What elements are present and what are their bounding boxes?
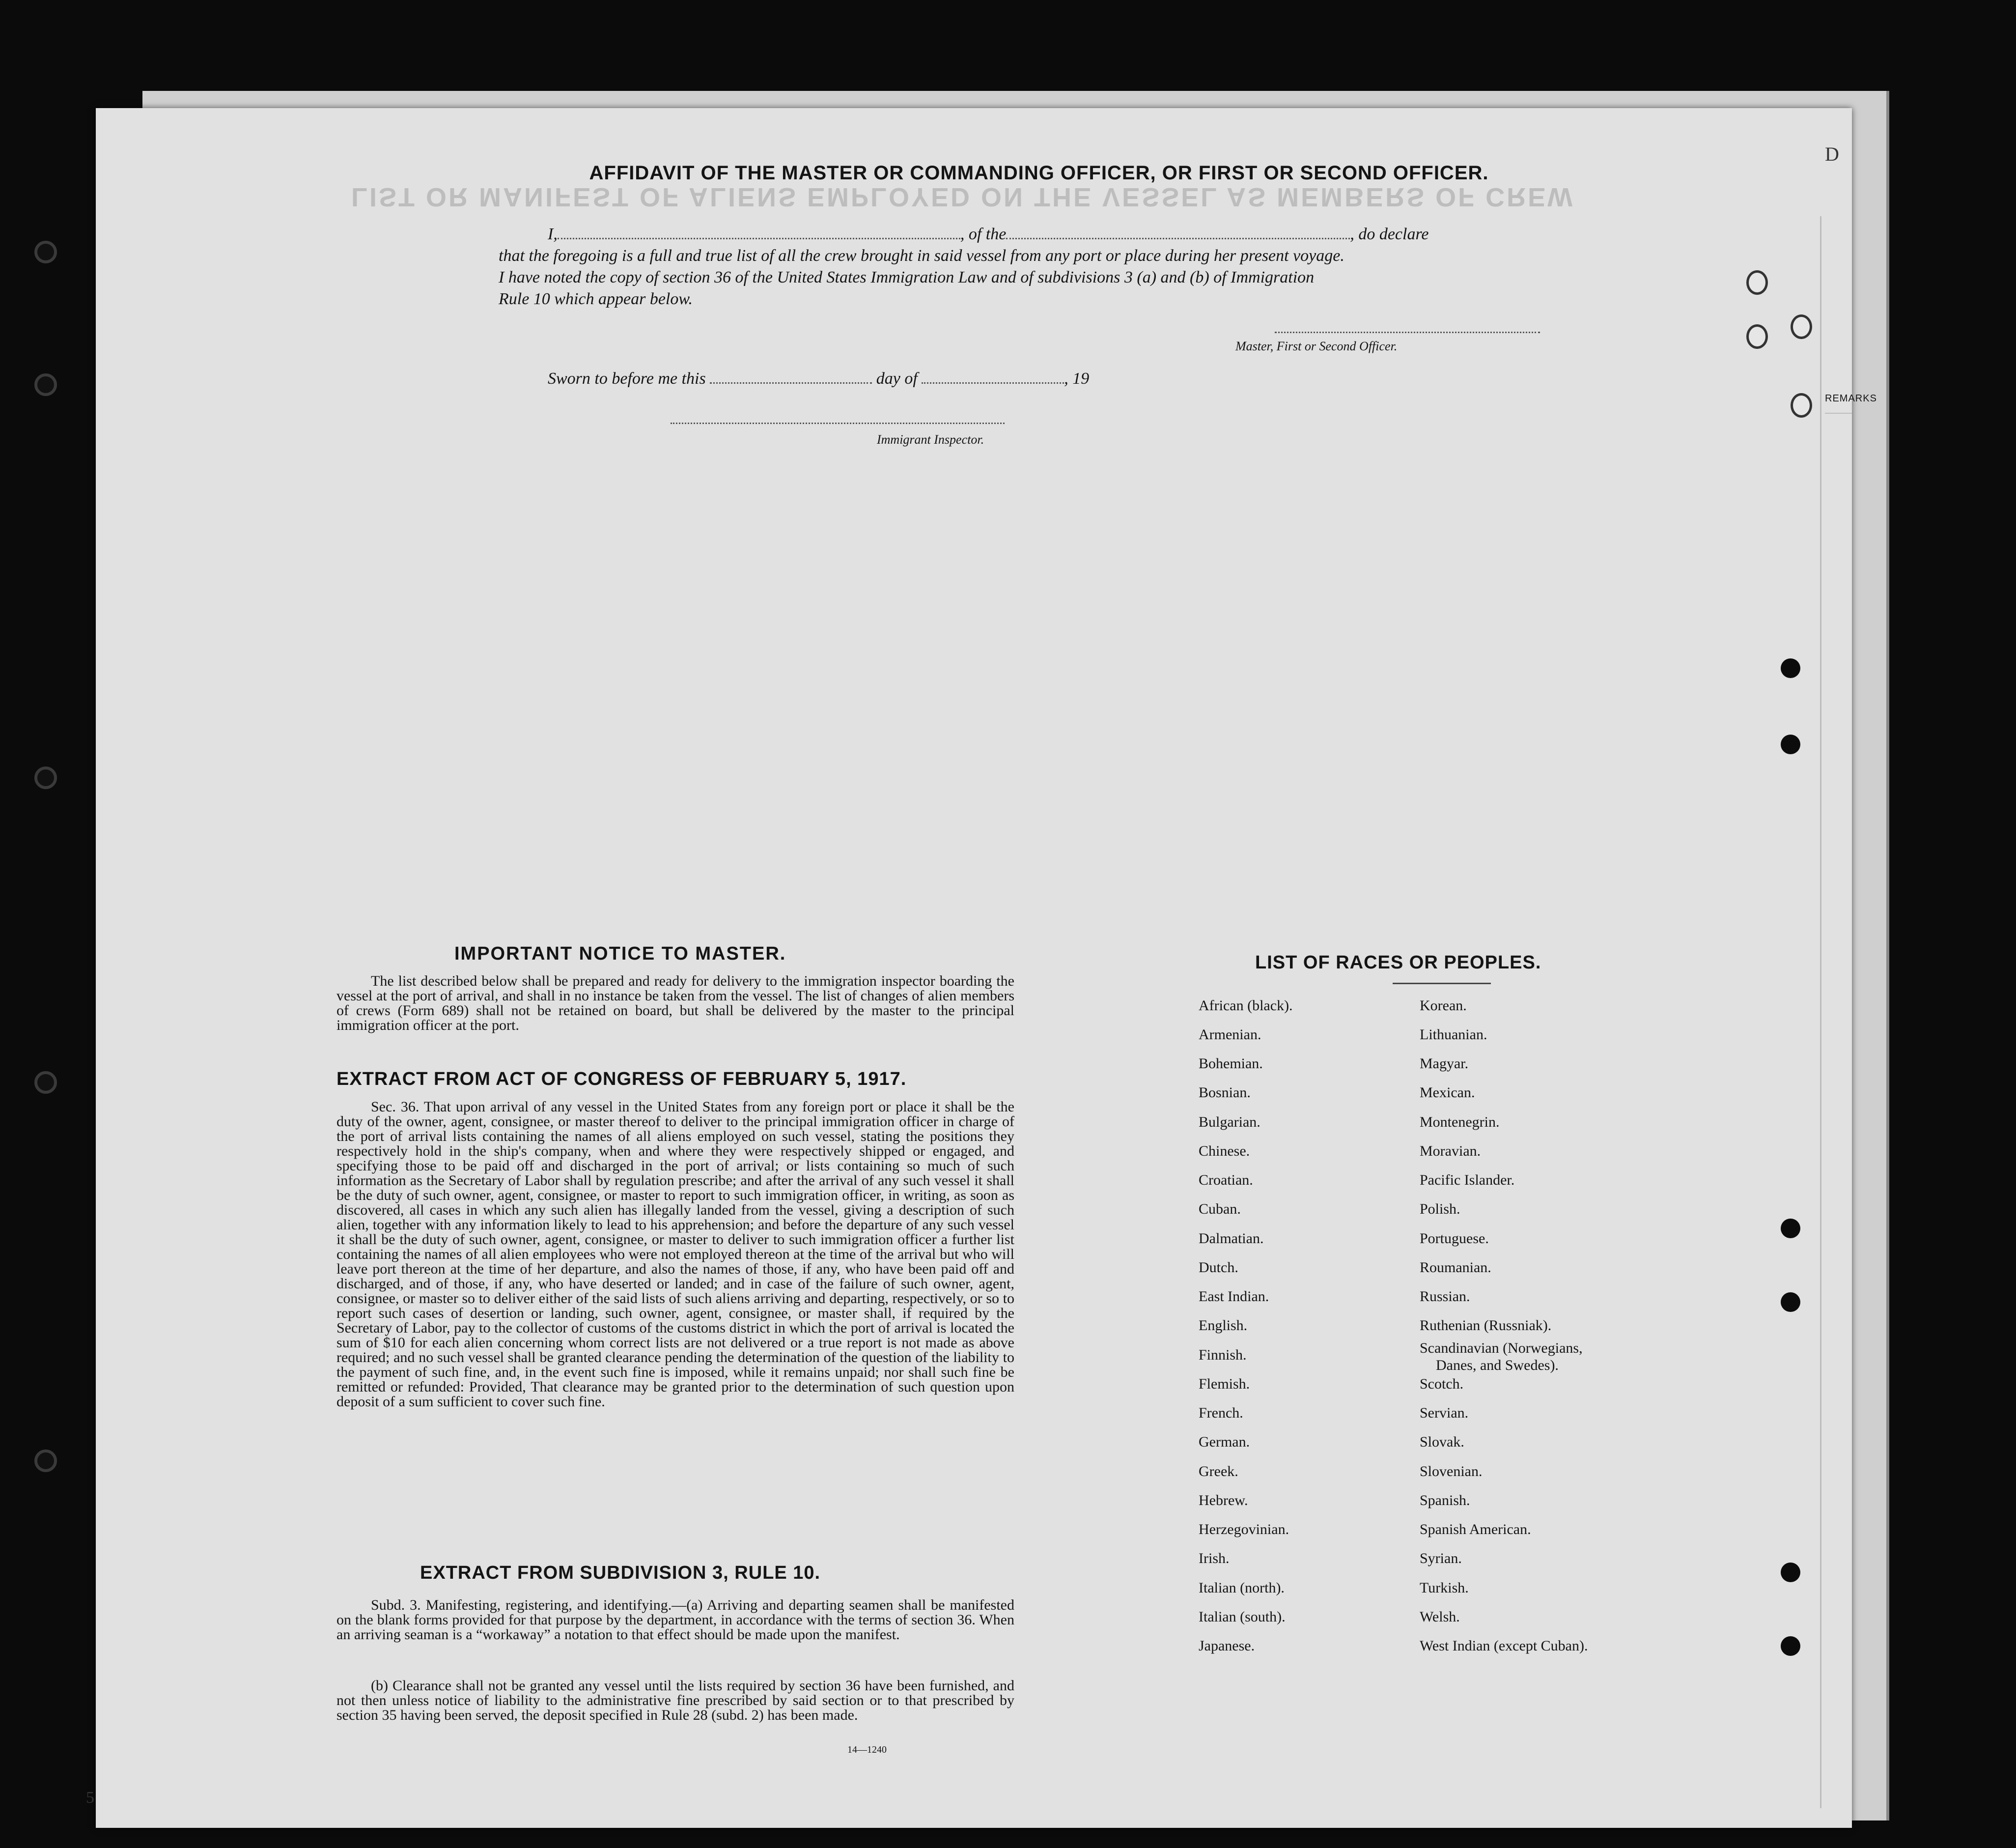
form-number: 14—1240 — [847, 1744, 887, 1755]
race-item: Portuguese. — [1420, 1230, 1489, 1247]
binder-hole — [34, 241, 57, 263]
race-item: Bosnian. — [1199, 1084, 1251, 1101]
extract-rule-title: EXTRACT FROM SUBDIVISION 3, RULE 10. — [420, 1563, 821, 1583]
race-item: Irish. — [1199, 1550, 1230, 1566]
race-item: Chinese. — [1199, 1143, 1250, 1159]
sworn-month-blank[interactable] — [922, 382, 1064, 384]
races-title: LIST OF RACES OR PEOPLES. — [1255, 952, 1541, 973]
race-item: Bulgarian. — [1199, 1114, 1260, 1130]
race-item: Italian (south). — [1199, 1609, 1286, 1625]
race-item: Dalmatian. — [1199, 1230, 1264, 1247]
race-item: West Indian (except Cuban). — [1420, 1638, 1588, 1654]
extract-rule-para-a: Subd. 3. Manifesting, registering, and identifying.—(a) Arriving and departing seamen shall be manifested on the blank forms provided for that purpose by the department, in accordance with the terms of section 36. When an arriving seaman is a “workaway” a notation to that effect should be made upon the manifest. — [336, 1597, 1014, 1643]
race-item: Finnish. — [1199, 1347, 1247, 1363]
races-title-underline — [1393, 983, 1491, 984]
affidavit-line-2: that the foregoing is a full and true list of all the crew brought in said vessel from any port or place during her present voyage. — [499, 247, 1344, 265]
master-signature-label: Master, First or Second Officer. — [1235, 339, 1398, 353]
binder-hole — [34, 1450, 57, 1472]
race-item: East Indian. — [1199, 1288, 1269, 1305]
extract-act-body: Sec. 36. That upon arrival of any vessel in the United States from any foreign port or place it shall be the duty of the owner, agent, consignee, or master thereof to deliver to the principal immigration officer in charge of the port of arrival lists containing the names of all aliens employed on such vessel, stating the positions they respectively hold in the ship's company, when and where they were respectively shipped or engaged, and specifying those to be paid off and discharged in the port of arrival; or lists containing so much of such information as the Secretary of Labor shall by regulation prescribe; and after the arrival of any such vessel it shall be the duty of such owner, agent, consignee, or master to report to such immigration officer, in writing, as soon as discovered, all cases in which any such alien has illegally landed from the vessel, giving a description of such alien, together with any information likely to lead to his apprehension; and before the departure of any such vessel it shall be the duty of such owner, agent, consignee, or master to deliver to such immigration officer a further list containing the names of all alien employees who were not employed thereon at the time of the arrival but who will leave port thereon at the time of her departure, and also the names of those, if any, who have been paid off and discharged, and of those, if any, who have deserted or landed; and in case of the failure of such owner, agent, consignee, or master so to deliver either of the said lists of such aliens arriving and departing, respectively, or so to report such cases of desertion or landing, such owner, agent, consignee, or master shall, if required by the Secretary of Labor, pay to the collector of customs of the customs district in which the port of arrival is located the sum of $10 for each alien concerning whom correct lists are not delivered or a true report is not made as above required; and no such vessel shall be granted clearance pending the determination of the question of the liability to the payment of such fine, and, in the event such fine is imposed, while it remains unpaid; nor shall such fine be remitted or refunded: Provided, That clearance may be granted prior to the determination of such question upon deposit of a sum sufficient to cover such fine. — [336, 1099, 1014, 1410]
race-item: English. — [1199, 1317, 1248, 1334]
race-item: Greek. — [1199, 1463, 1238, 1479]
sworn-line — [548, 370, 1089, 388]
race-item: Cuban. — [1199, 1201, 1241, 1217]
race-item: Roumanian. — [1420, 1259, 1491, 1276]
race-item: Spanish. — [1420, 1492, 1470, 1508]
race-item: Italian (north). — [1199, 1580, 1285, 1596]
pencil-mark: D — [1825, 143, 1839, 165]
race-item: Montenegrin. — [1420, 1114, 1500, 1130]
binder-hole — [34, 767, 57, 789]
grid-line — [1825, 413, 1852, 414]
race-item: Turkish. — [1420, 1580, 1469, 1596]
punch-hole — [1781, 1636, 1800, 1656]
master-signature-line[interactable] — [1275, 332, 1540, 333]
race-item: Dutch. — [1199, 1259, 1238, 1276]
race-item: Servian. — [1420, 1405, 1469, 1421]
punch-hole — [1781, 1292, 1800, 1312]
notice-title: IMPORTANT NOTICE TO MASTER. — [454, 943, 786, 964]
race-item: Korean. — [1420, 997, 1467, 1014]
inspector-signature-line[interactable] — [671, 423, 1005, 424]
race-item: Scotch. — [1420, 1376, 1464, 1392]
race-item: German. — [1199, 1434, 1250, 1450]
ring-hole — [1746, 324, 1768, 349]
affidavit-line-3: I have noted the copy of section 36 of the United States Immigration Law and of subdivisions 3 (a) and (b) of Immigration — [499, 268, 1315, 286]
notice-body: The list described below shall be prepared and ready for delivery to the immigration inspector boarding the vessel at the port of arrival, and shall in no instance be taken from the vessel. The list of changes of alien members of crews (Form 689) shall not be retained on board, but shall be delivered by the master to the principal immigration officer at the port. — [336, 973, 1014, 1033]
affidavit-of-the: , of the — [960, 225, 1007, 243]
race-item: Pacific Islander. — [1420, 1172, 1515, 1188]
race-item: Moravian. — [1420, 1143, 1481, 1159]
inspector-label: Immigrant Inspector. — [877, 432, 984, 447]
affidavit-line-4: Rule 10 which appear below. — [499, 290, 693, 308]
affidavit-line-1 — [548, 225, 1429, 244]
race-item: Japanese. — [1199, 1638, 1255, 1654]
race-item: Bohemian. — [1199, 1055, 1263, 1072]
affidavit-declare: , do declare — [1350, 225, 1429, 243]
punch-hole — [1781, 1219, 1800, 1238]
race-item: Spanish American. — [1420, 1521, 1531, 1537]
race-item: Welsh. — [1420, 1609, 1460, 1625]
grid-vline — [1820, 216, 1821, 1808]
name-blank[interactable] — [558, 238, 960, 239]
race-item: Croatian. — [1199, 1172, 1253, 1188]
race-item: Magyar. — [1420, 1055, 1469, 1072]
bleed-through-title: LIST OR MANIFEST OF ALIENS EMPLOYED ON THE VESSEL AS MEMBERS OF CREW — [351, 182, 1575, 212]
race-item: Russian. — [1420, 1288, 1470, 1305]
race-item: Scandinavian (Norwegians, — [1420, 1340, 1583, 1356]
manifest-page — [86, 108, 1877, 1828]
race-item: Syrian. — [1420, 1550, 1462, 1566]
race-item: Armenian. — [1199, 1026, 1261, 1043]
race-item: Lithuanian. — [1420, 1026, 1487, 1043]
sworn-day-of: day of — [876, 370, 918, 388]
race-item: Danes, and Swedes). — [1436, 1357, 1559, 1373]
race-item: Hebrew. — [1199, 1492, 1248, 1508]
affidavit-i: I, — [548, 225, 558, 243]
race-item: Ruthenian (Russniak). — [1420, 1317, 1552, 1334]
race-item: Mexican. — [1420, 1084, 1475, 1101]
race-item: Slovenian. — [1420, 1463, 1483, 1479]
punch-hole — [1781, 735, 1800, 754]
remarks-column-header: REMARKS — [1825, 393, 1877, 404]
race-item: French. — [1199, 1405, 1243, 1421]
race-item: Flemish. — [1199, 1376, 1250, 1392]
race-item: Polish. — [1420, 1201, 1460, 1217]
vessel-blank[interactable] — [1006, 238, 1350, 239]
punch-hole — [1781, 1563, 1800, 1582]
sworn-day-blank[interactable] — [710, 382, 872, 384]
pencil-mark: 5 — [86, 1789, 94, 1807]
binder-hole — [34, 373, 57, 396]
race-item: Herzegovinian. — [1199, 1521, 1289, 1537]
punch-hole — [1781, 658, 1800, 678]
ring-hole — [1746, 270, 1768, 295]
extract-rule-para-b: (b) Clearance shall not be granted any vessel until the lists required by section 36 have been furnished, and not then unless notice of liability to the administrative fine prescribed by said section or to that prescribed by section 35 having been served, the deposit specified in Rule 28 (subd. 2) has been made. — [336, 1677, 1014, 1723]
sworn-prefix: Sworn to before me this — [548, 370, 706, 388]
race-item: Slovak. — [1420, 1434, 1464, 1450]
binder-hole — [34, 1071, 57, 1094]
ring-hole — [1791, 314, 1812, 339]
ring-hole — [1791, 393, 1812, 418]
sworn-year: , 19 — [1064, 370, 1090, 388]
affidavit-title: AFFIDAVIT OF THE MASTER OR COMMANDING OFFICER, OR FIRST OR SECOND OFFICER. — [589, 162, 1489, 184]
race-item: African (black). — [1199, 997, 1293, 1014]
extract-act-title: EXTRACT FROM ACT OF CONGRESS OF FEBRUARY 5, 1917. — [336, 1069, 907, 1089]
